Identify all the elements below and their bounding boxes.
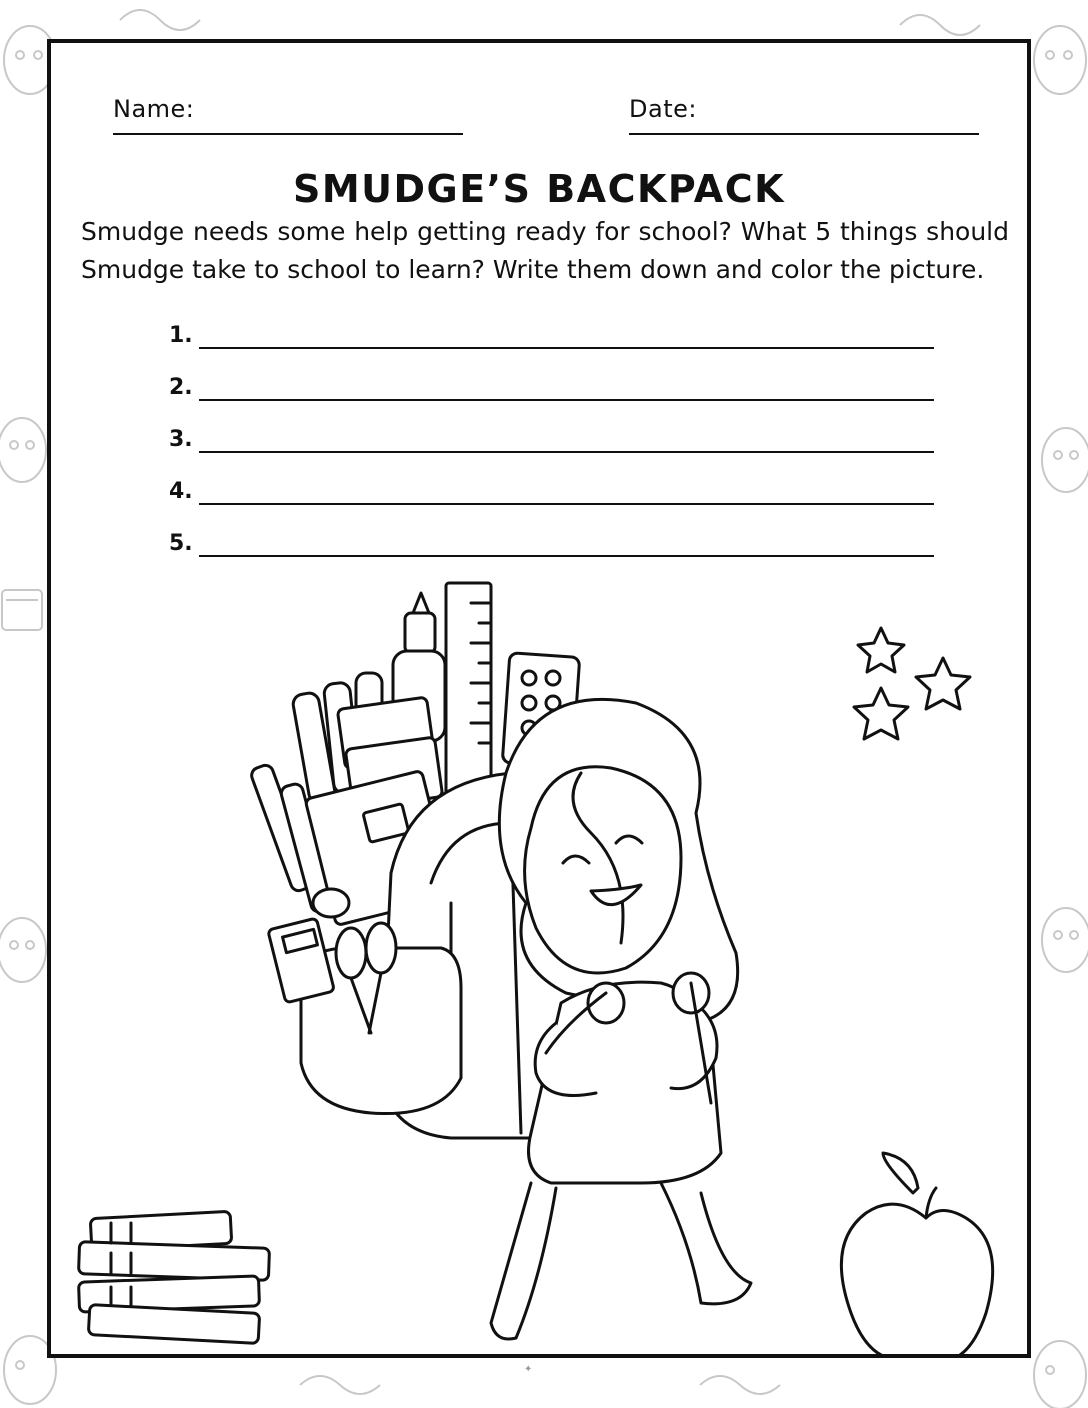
instructions-text: Smudge needs some help getting ready for school? What 5 things should Smudge take to school to learn? Write them down and color the picture. [81, 217, 1009, 284]
pattern-character-icon [1034, 26, 1086, 94]
publisher-logo: ✦ [524, 1364, 533, 1375]
answer-number: 5. [169, 531, 193, 556]
book-stack-icon [78, 1211, 269, 1343]
answer-number: 4. [169, 479, 193, 504]
star-icon [854, 688, 908, 739]
star-icon [858, 628, 904, 672]
apple-icon [841, 1153, 992, 1354]
name-label: Name: [113, 95, 195, 123]
worksheet-frame [47, 39, 1031, 1358]
page-title: SMUDGE’S BACKPACK [292, 167, 786, 211]
star-icon [916, 658, 970, 709]
date-label: Date: [629, 95, 697, 123]
answer-number: 2. [169, 375, 193, 400]
pattern-character-icon [0, 918, 46, 982]
pattern-character-icon [1042, 908, 1088, 972]
pattern-character-icon [1042, 428, 1088, 492]
pattern-character-icon [1034, 1341, 1086, 1408]
answer-number: 1. [169, 323, 193, 348]
pattern-character-icon [0, 418, 46, 482]
calculator-icon [268, 918, 335, 1003]
pattern-book-icon [2, 590, 42, 630]
answer-number: 3. [169, 427, 193, 452]
coloring-illustration [51, 43, 1027, 1354]
